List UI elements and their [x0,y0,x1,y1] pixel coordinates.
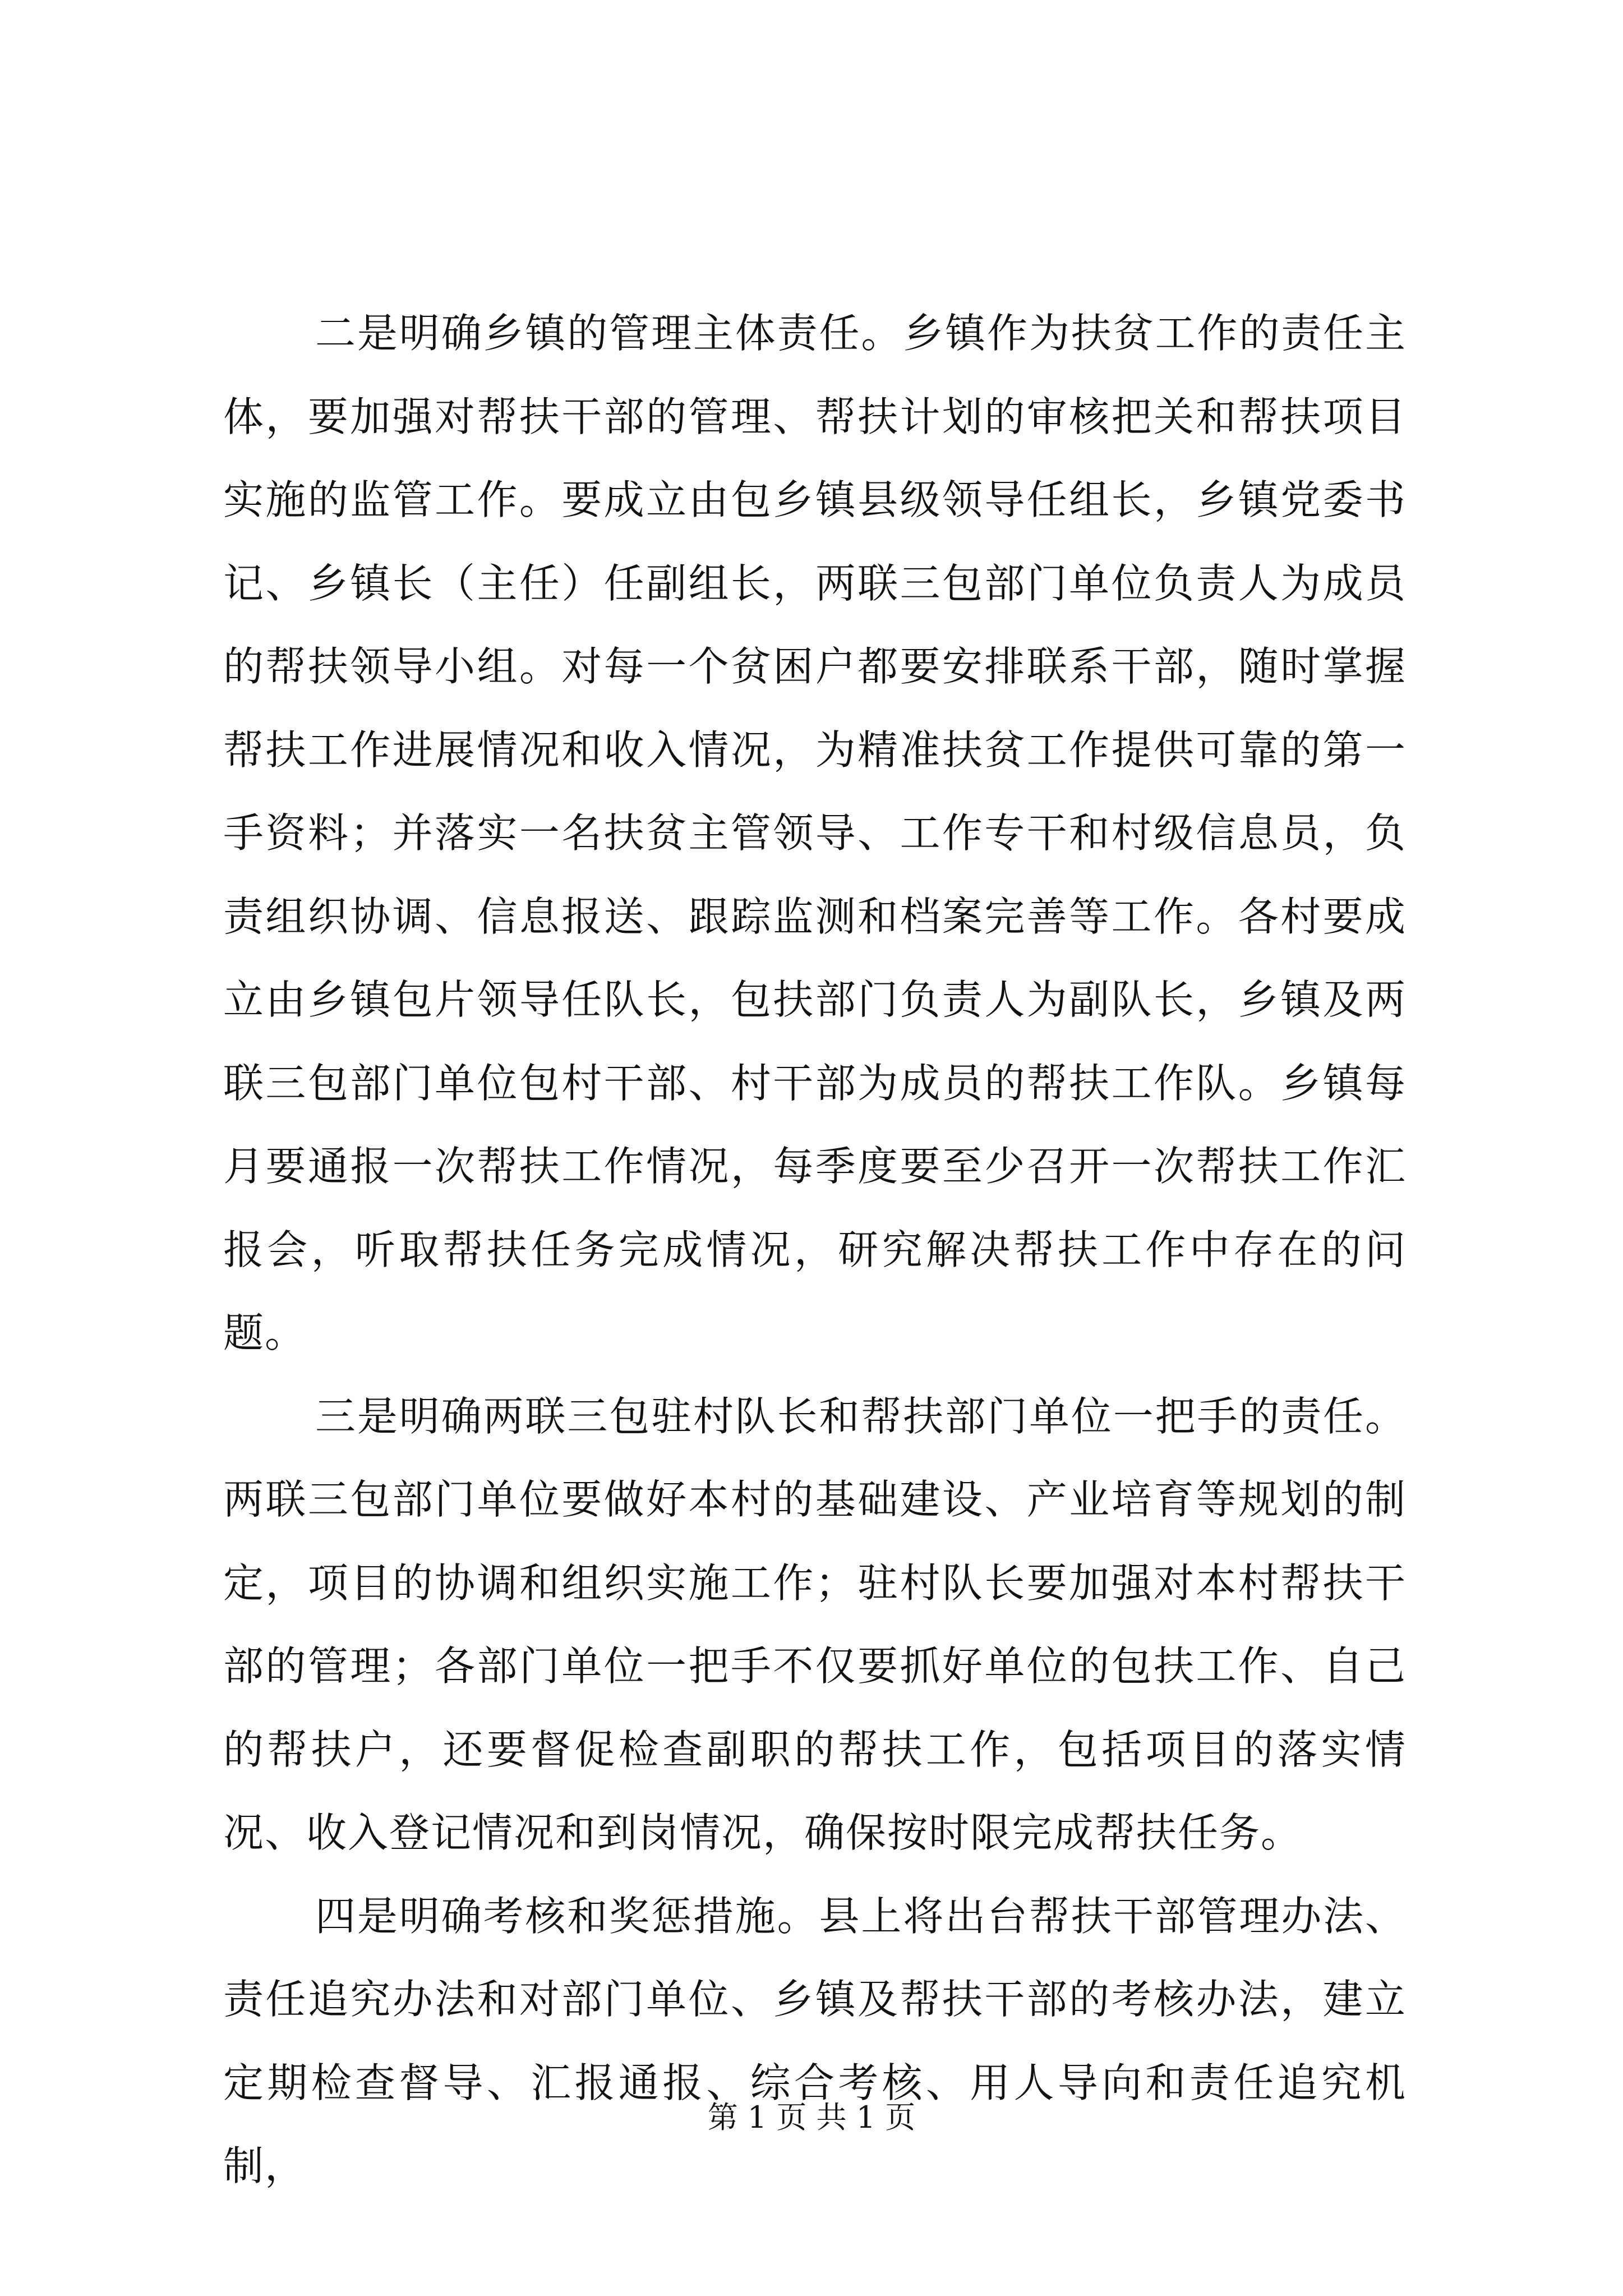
paragraph-team-leader-responsibility: 三是明确两联三包驻村队长和帮扶部门单位一把手的责任。两联三包部门单位要做好本村的基础建设、产业培育等规划的制定，项目的协调和组织实施工作；驻村队长要加强对本村帮扶干部的管理；各部门单位一把手不仅要抓好单位的包扶工作、自己的帮扶户，还要督促检查副职的帮扶工作，包括项目的落实情况、收入登记情况和到岗情况，确保按时限完成帮扶任务。 [223,1392,1407,1856]
paragraph-township-responsibility: 二是明确乡镇的管理主体责任。乡镇作为扶贫工作的责任主体，要加强对帮扶干部的管理、帮扶计划的审核把关和帮扶项目实施的监管工作。要成立由包乡镇县级领导任组长，乡镇党委书记、乡镇长（主任）任副组长，两联三包部门单位负责人为成员的帮扶领导小组。对每一个贫困户都要安排联系干部，随时掌握帮扶工作进展情况和收入情况，为精准扶贫工作提供可靠的第一手资料；并落实一名扶贫主管领导、工作专干和村级信息员，负责组织协调、信息报送、跟踪监测和档案完善等工作。各村要成立由乡镇包片领导任队长，包扶部门负责人为副队长，乡镇及两联三包部门单位包村干部、村干部为成员的帮扶工作队。乡镇每月要通报一次帮扶工作情况，每季度要至少召开一次帮扶工作汇报会，听取帮扶任务完成情况，研究解决帮扶工作中存在的问题。 [223,310,1407,1356]
page-footer [0,2098,1623,2137]
paragraph-assessment-measures: 四是明确考核和奖惩措施。县上将出台帮扶干部管理办法、责任追究办法和对部门单位、乡镇及帮扶干部的考核办法，建立定期检查督导、汇报通报、综合考核、用人导向和责任追究机制， [223,1892,1407,2189]
document-body [223,292,1407,2208]
page-number: 第 1 页 共 1 页 [707,2100,916,2135]
